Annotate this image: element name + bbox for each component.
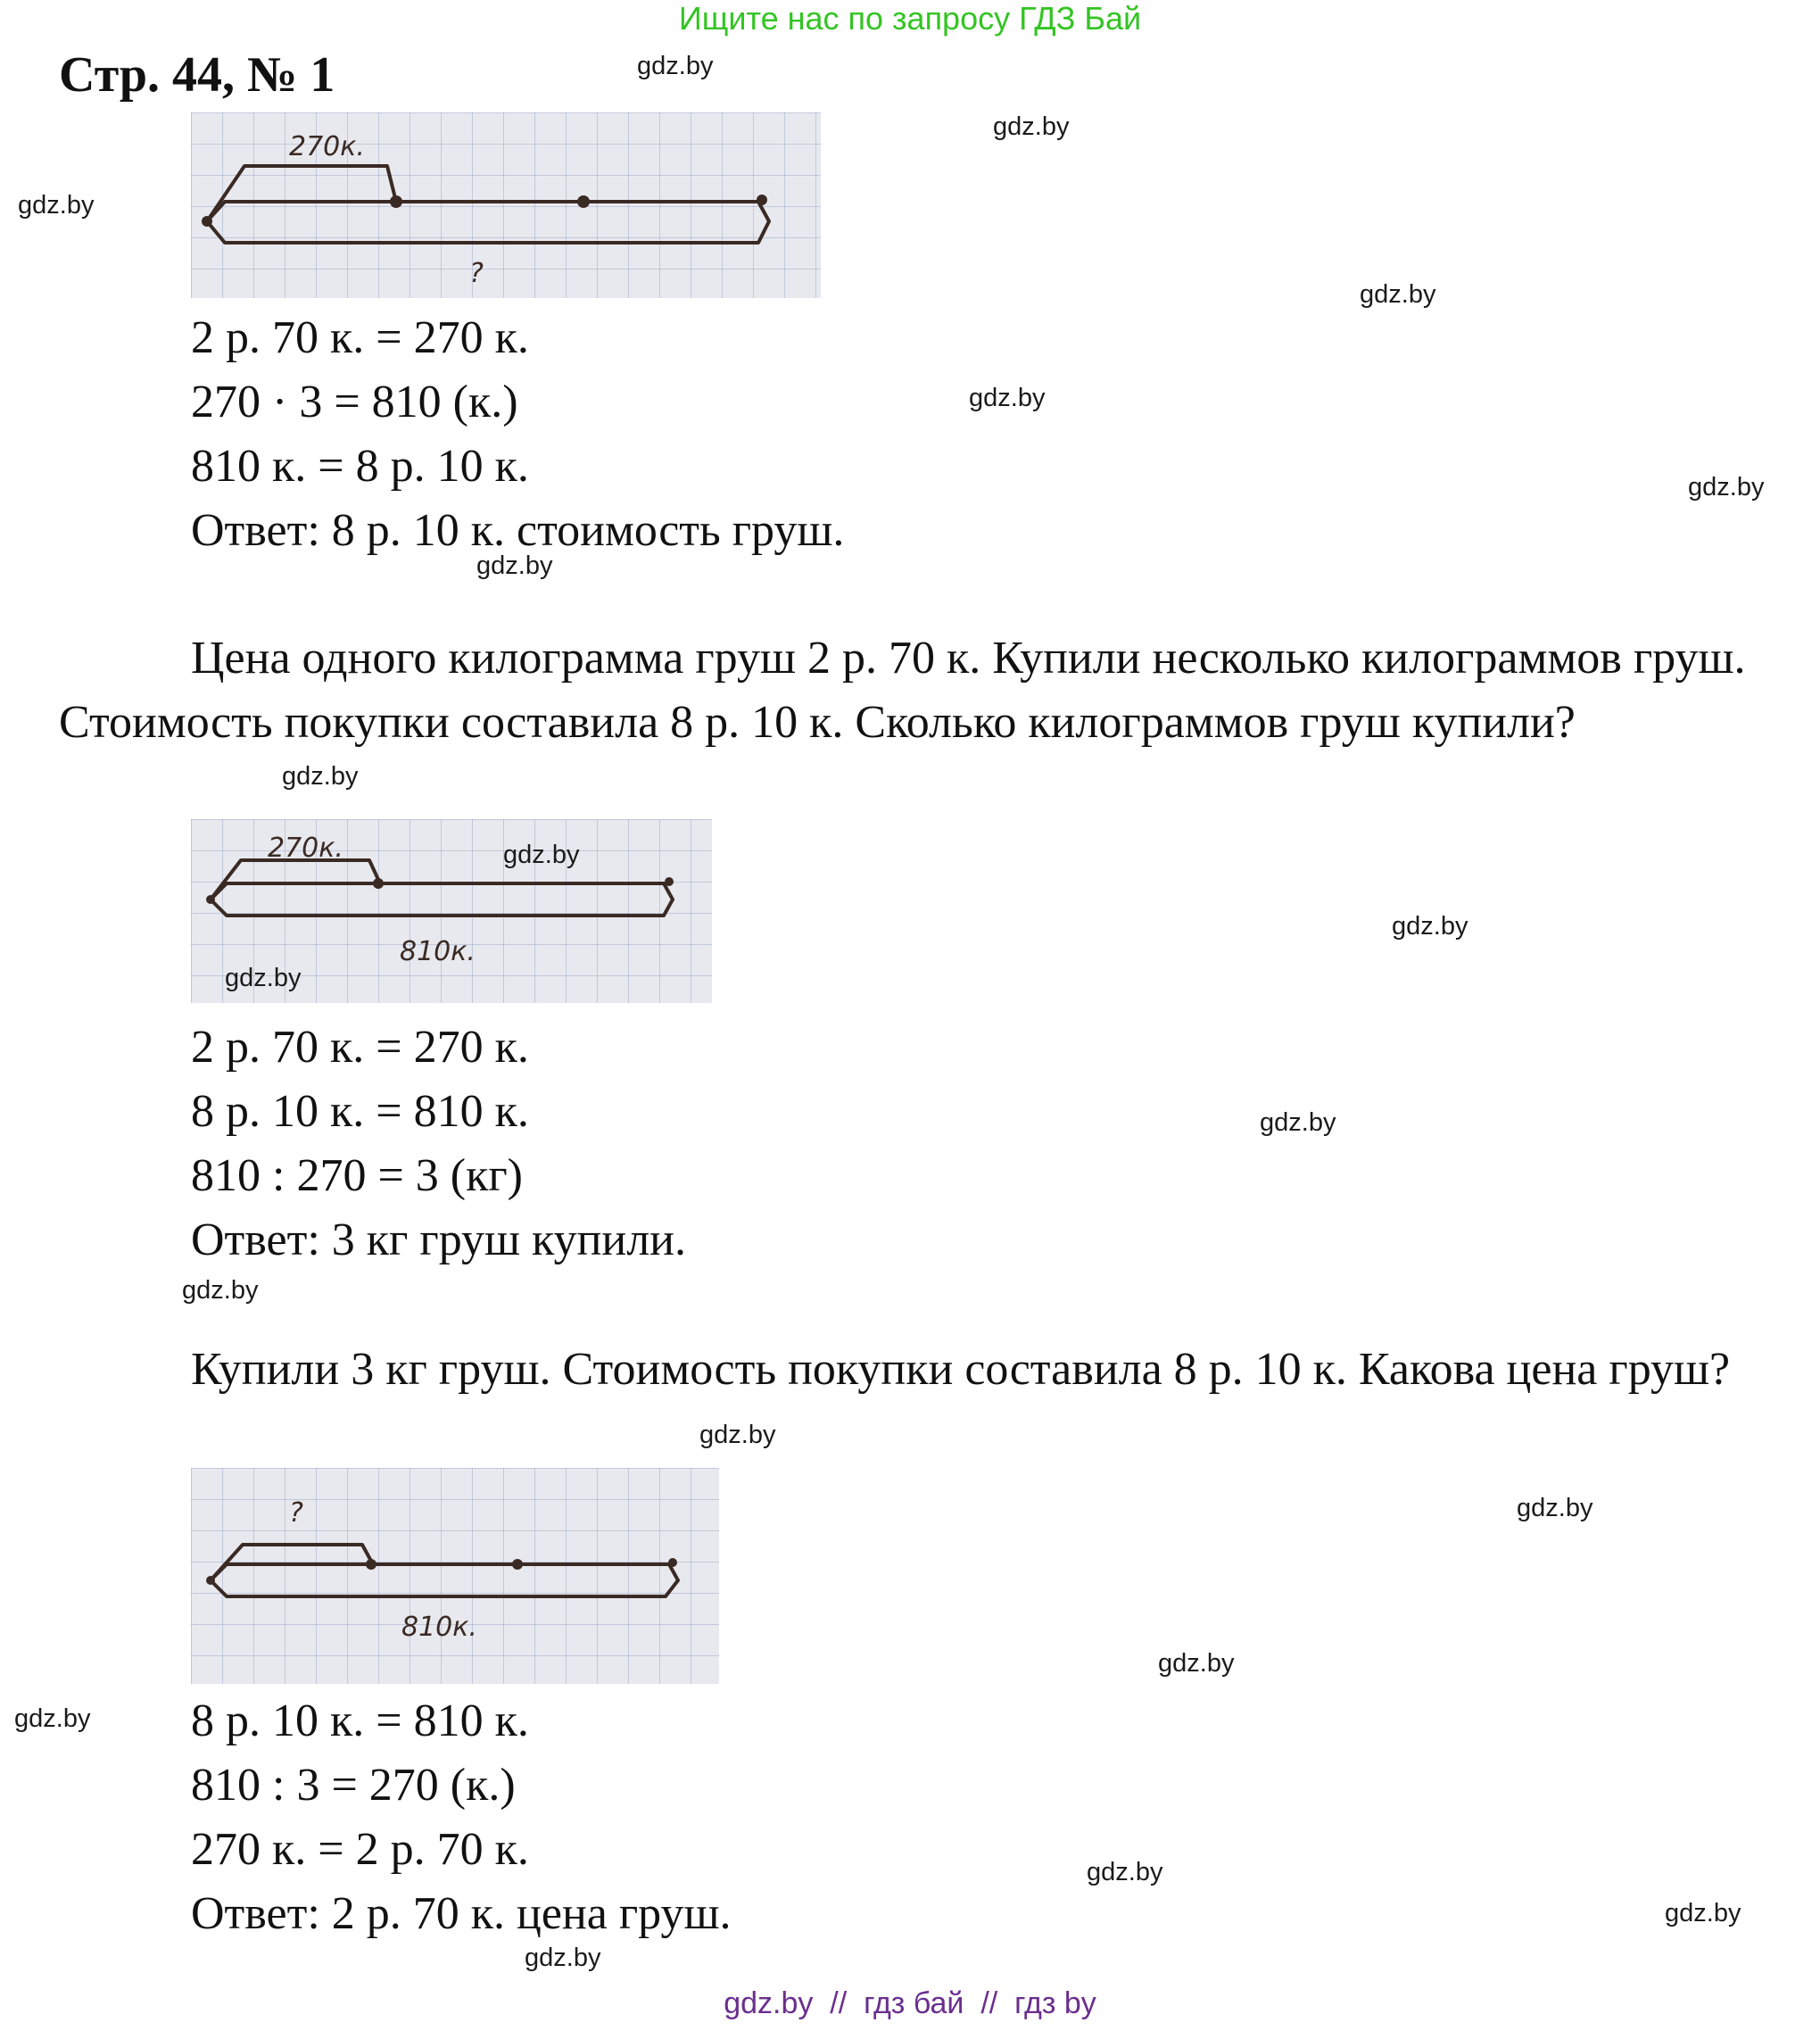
solution-line: 810 : 3 = 270 (к.) — [191, 1760, 516, 1811]
segment-label: 270к. — [289, 131, 365, 162]
footer-links[interactable]: gdz.by // гдз бай // гдз by — [724, 1986, 1096, 2020]
watermark: gdz.by — [1688, 473, 1765, 502]
segment-label: 270к. — [268, 833, 343, 864]
watermark: gdz.by — [476, 551, 553, 580]
total-label: ? — [469, 258, 484, 289]
segment-diagram-3 — [191, 1468, 719, 1684]
solution-line: 270 · 3 = 810 (к.) — [191, 377, 518, 427]
watermark: gdz.by — [637, 52, 714, 80]
watermark: gdz.by — [1087, 1858, 1163, 1886]
answer-line: Ответ: 8 р. 10 к. стоимость груш. — [191, 505, 845, 556]
watermark: gdz.by — [1158, 1649, 1235, 1678]
watermark: gdz.by — [182, 1276, 259, 1305]
problem-text: Цена одного килограмма груш 2 р. 70 к. Купили несколько килограммов груш. Стоимость покупки составила 8 р. 10 к. Сколько килограммов груш купили? — [59, 633, 1746, 748]
solution-line: 810 : 270 = 3 (кг) — [191, 1150, 523, 1201]
watermark: gdz.by — [1360, 280, 1436, 309]
watermark: gdz.by — [1260, 1108, 1336, 1137]
problem-text: Купили 3 кг груш. Стоимость покупки составила 8 р. 10 к. Какова цена груш? — [191, 1344, 1731, 1395]
watermark: gdz.by — [993, 112, 1070, 141]
total-label: 810к. — [400, 936, 476, 967]
watermark: gdz.by — [699, 1421, 776, 1449]
solution-line: 8 р. 10 к. = 810 к. — [191, 1086, 529, 1137]
answer-line: Ответ: 2 р. 70 к. цена груш. — [191, 1888, 732, 1939]
total-label: 810к. — [401, 1612, 477, 1643]
watermark: gdz.by — [1665, 1899, 1741, 1927]
segment-label: ? — [289, 1497, 303, 1529]
search-banner: Ищите нас по запросу ГДЗ Бай — [678, 0, 1142, 37]
segment-diagram-1 — [191, 112, 821, 298]
solution-line: 2 р. 70 к. = 270 к. — [191, 1022, 529, 1073]
watermark: gdz.by — [503, 841, 580, 869]
watermark: gdz.by — [225, 964, 302, 992]
page-heading: Стр. 44, № 1 — [59, 47, 335, 103]
watermark: gdz.by — [14, 1704, 91, 1733]
watermark: gdz.by — [1517, 1494, 1593, 1522]
solution-line: 810 к. = 8 р. 10 к. — [191, 441, 529, 492]
solution-line: 8 р. 10 к. = 810 к. — [191, 1695, 529, 1746]
watermark: gdz.by — [18, 191, 95, 220]
solution-line: 2 р. 70 к. = 270 к. — [191, 312, 529, 363]
solution-line: 270 к. = 2 р. 70 к. — [191, 1824, 529, 1875]
watermark: gdz.by — [282, 762, 359, 791]
answer-line: Ответ: 3 кг груш купили. — [191, 1214, 687, 1265]
watermark: gdz.by — [525, 1944, 601, 1972]
watermark: gdz.by — [969, 384, 1046, 412]
watermark: gdz.by — [1392, 912, 1468, 941]
